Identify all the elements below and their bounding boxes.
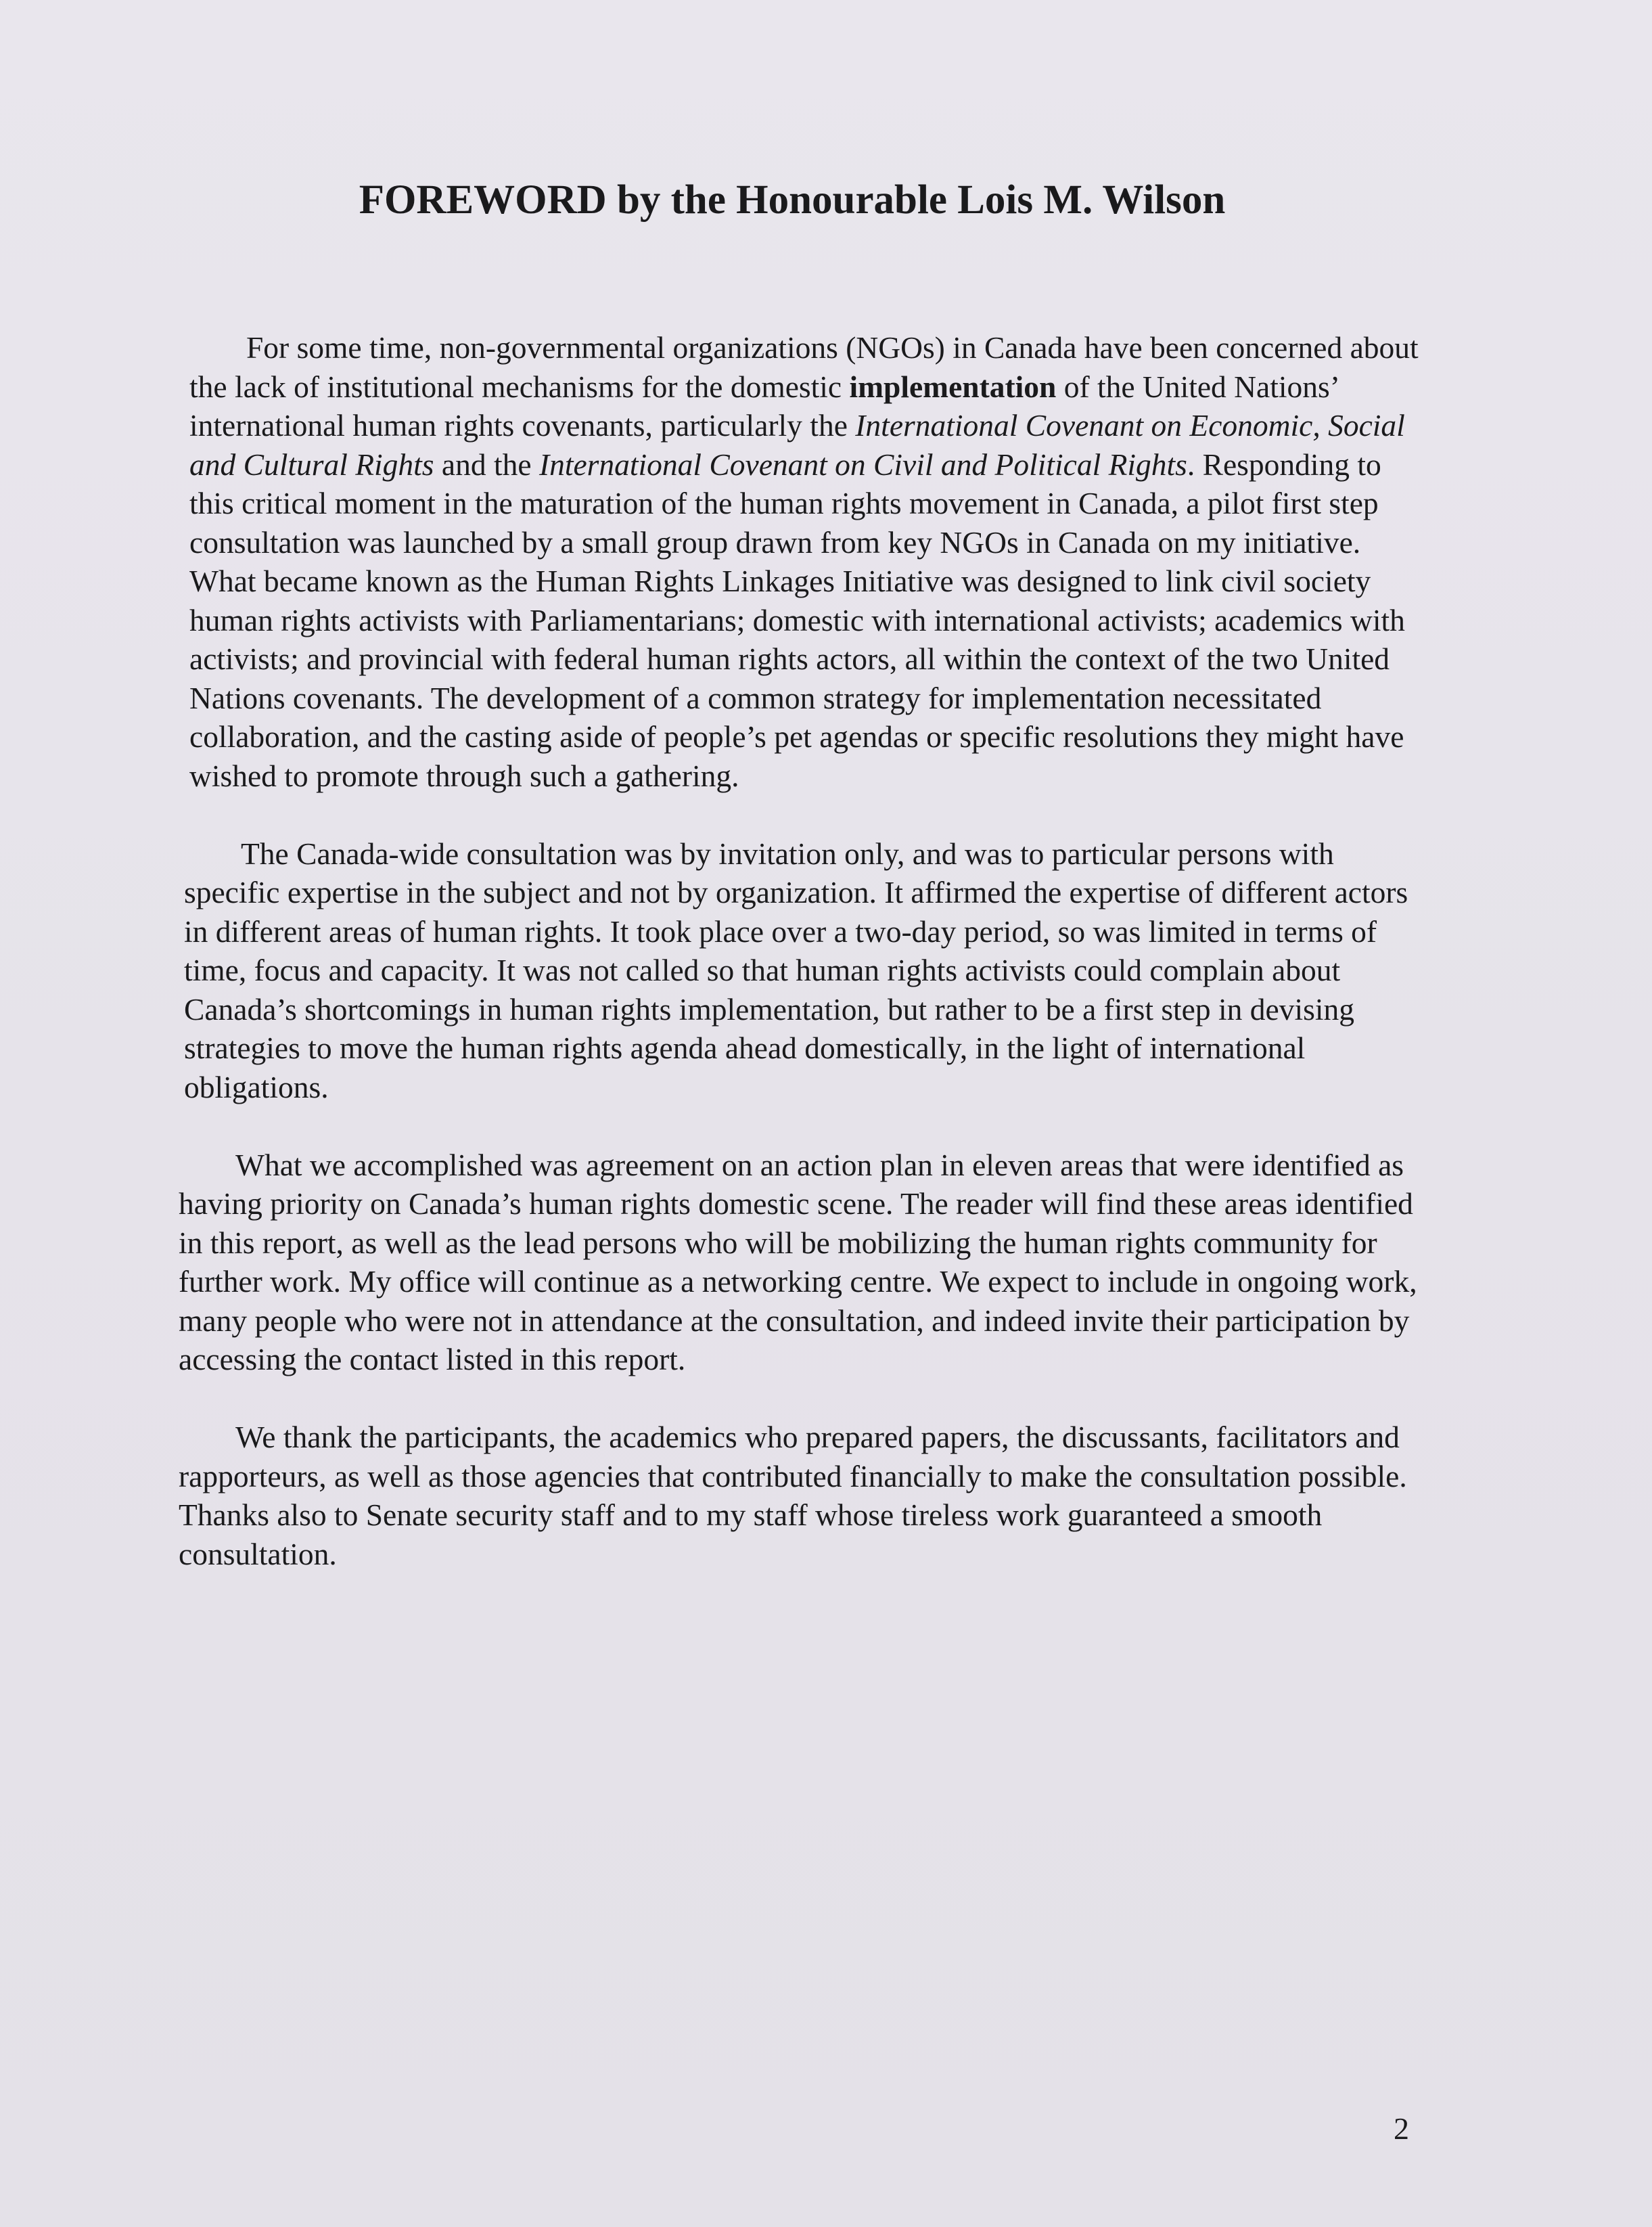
text-run-italic: International Covenant on Economic, Social and Cultural Rights (189, 408, 1405, 482)
text-run-normal: and the (434, 447, 539, 482)
body-text (180, 328, 1433, 1573)
paragraph-thanks (179, 1418, 1433, 1573)
page-title: FOREWORD by the Honourable Lois M. Wilson (359, 177, 1226, 223)
text-run-normal: of the United Nations’ international human rights covenants, particularly the (189, 369, 1338, 443)
paragraph-consultation (184, 834, 1433, 1107)
text-run-normal: . Responding to this critical moment in the maturation of the human rights movement in Canada, a pilot first step consultation was launched by a small group drawn from key NGOs in Canada on my initiative. What became known as the Human Rights Linkages Initiative was designed to link civil society human rights activists with Parliamentarians; domestic with international activists; academics with activists; and provincial with federal human rights actors, all within the context of the two United Nations covenants. The development of a common strategy for implementation necessitated collaboration, and the casting aside of people’s pet agendas or specific resolutions they might have wished to promote through such a gathering. (189, 447, 1405, 793)
text-run-italic: International Covenant on Civil and Political Rights (538, 447, 1187, 482)
paragraph-intro (189, 328, 1433, 795)
text-run-bold: implementation (849, 369, 1057, 404)
text-run-normal: The Canada-wide consultation was by invitation only, and was to particular persons with specific expertise in the subject and not by organization. It affirmed the expertise of different actors in different areas of human rights. It took place over a two-day period, so was limited in terms of time, focus and capacity. It was not called so that human rights activists could complain about Canada’s shortcomings in human rights implementation, but rather to be a first step in devising strategies to move the human rights agenda ahead domestically, in the light of international obligations. (184, 836, 1408, 1104)
text-run-normal: For some time, non-governmental organizations (NGOs) in Canada have been concerned about the lack of institutional mechanisms for the domestic (189, 330, 1419, 404)
page-number: 2 (1394, 2111, 1409, 2146)
text-run-normal: What we accomplished was agreement on an action plan in eleven areas that were identified as having priority on Canada’s human rights domestic scene. The reader will find these areas identified in this report, as well as the lead persons who will be mobilizing the human rights community for further work. My office will continue as a networking centre. We expect to include in ongoing work, many people who were not in attendance at the consultation, and indeed invite their participation by accessing the contact listed in this report. (179, 1147, 1417, 1376)
text-run-normal: We thank the participants, the academics who prepared papers, the discussants, facilitators and rapporteurs, as well as those agencies that contributed financially to make the consultation possible. Thanks also to Senate security staff and to my staff whose tireless work guaranteed a smooth consultation. (179, 1420, 1407, 1571)
paragraph-accomplishments (179, 1146, 1433, 1379)
